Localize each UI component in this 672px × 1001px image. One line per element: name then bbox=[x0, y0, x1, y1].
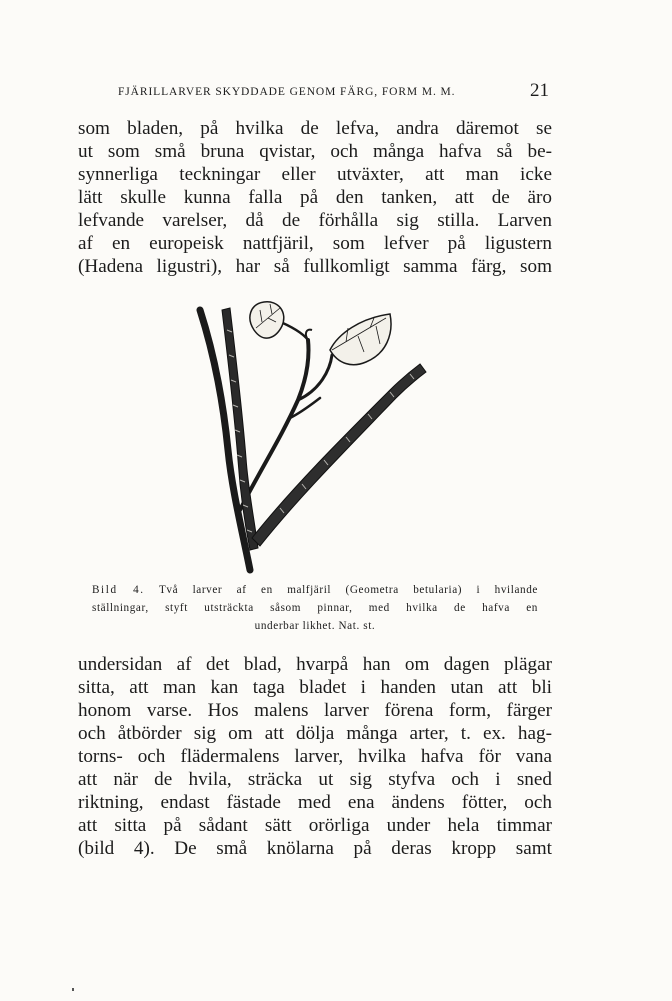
text-line: (Hadena ligustri), har så fullkomligt samma färg, som bbox=[78, 256, 552, 277]
text-line: lefvande varelser, då de förhålla sig stilla. Larven bbox=[78, 210, 552, 231]
text-line: af en europeisk nattfjäril, som lefver på ligustern bbox=[78, 233, 552, 254]
text-line: lätt skulle kunna falla på den tanken, att de äro bbox=[78, 187, 552, 208]
text-line: honom varse. Hos malens larver förena form, färger bbox=[78, 700, 552, 721]
figure-caption-line-1 bbox=[92, 582, 538, 598]
text-line: (bild 4). De små knölarna på deras kropp samt bbox=[78, 838, 552, 859]
text-line: att sitta på sådant sätt orörliga under hela timmar bbox=[78, 815, 552, 836]
caterpillar-diagonal bbox=[252, 364, 426, 546]
caption-text: Två larver af en malfjäril (Geometra betularia) i hvilande bbox=[158, 584, 538, 596]
text-line: undersidan af det blad, hvarpå han om dagen plägar bbox=[78, 654, 552, 675]
figure-caption-line-3: underbar likhet. Nat. st. bbox=[254, 620, 376, 632]
ink-speck bbox=[72, 988, 74, 991]
leaf-right bbox=[330, 314, 391, 365]
text-line: och åtbörder sig om att dölja många arter, t. ex. hag- bbox=[78, 723, 552, 744]
page-number: 21 bbox=[530, 80, 549, 101]
text-line: ut som små bruna qvistar, och många hafva så be- bbox=[78, 141, 552, 162]
text-line: torns- och flädermalens larver, hvilka hafva för vana bbox=[78, 746, 552, 767]
text-line: riktning, endast fästade med ena ändens fötter, och bbox=[78, 792, 552, 813]
engraving-image bbox=[180, 300, 440, 575]
text-line: synnerliga teckningar eller utväxter, att man icke bbox=[78, 164, 552, 185]
figure-caption-label: Bild 4. bbox=[92, 584, 145, 596]
text-line: som bladen, på hvilka de lefva, andra däremot se bbox=[78, 118, 552, 139]
figure-caption-line-2: ställningar, styft utsträckta såsom pinnar, med hvilka de hafva en bbox=[92, 602, 538, 614]
text-line: att när de hvila, sträcka ut sig styfva och i sned bbox=[78, 769, 552, 790]
text-line: sitta, att man kan taga bladet i handen utan att bli bbox=[78, 677, 552, 698]
running-head-title: FJÄRILLARVER SKYDDADE GENOM FÄRG, FORM M. M. bbox=[118, 86, 456, 98]
figure-caterpillar-illustration bbox=[180, 300, 440, 575]
leaf-left bbox=[250, 302, 284, 338]
